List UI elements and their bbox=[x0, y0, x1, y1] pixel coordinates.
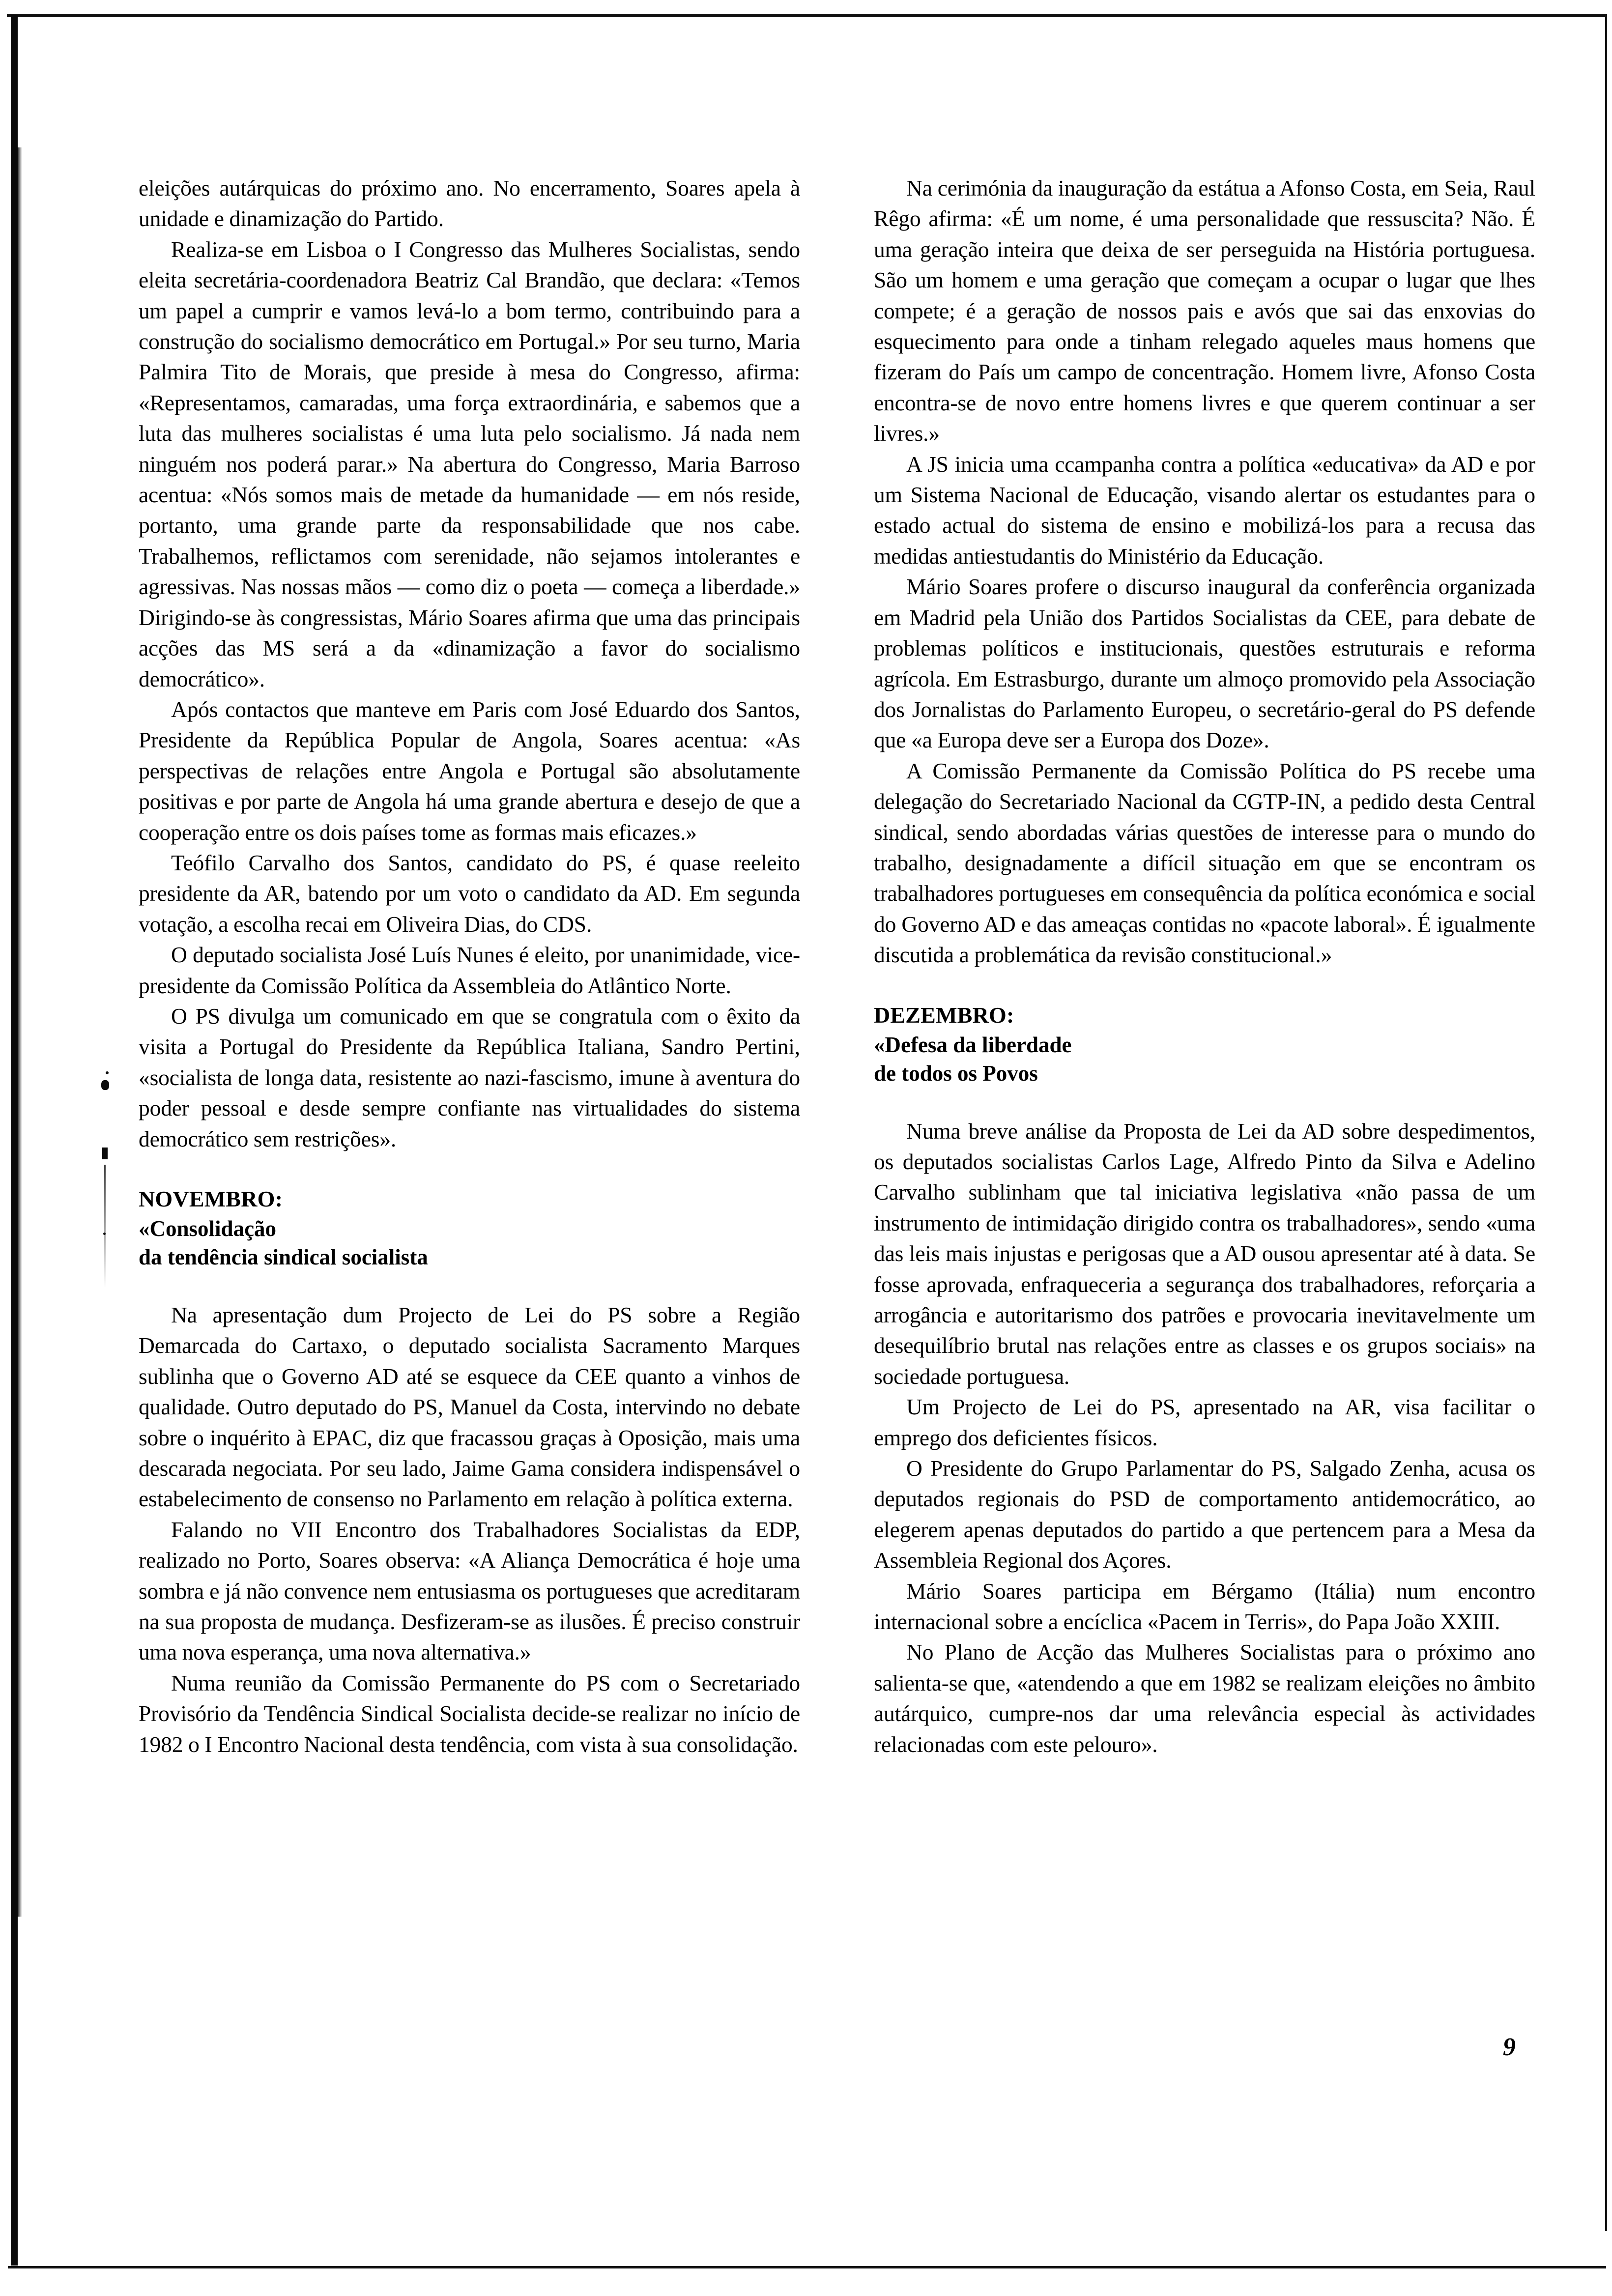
body-paragraph: Realiza-se em Lisboa o I Congresso das Mulheres Socialistas, sendo eleita secretária-coordenadora Beatriz Cal Brandão, que declara: «Temos um papel a cumprir e vamos levá-lo a bom termo, contribuindo para a construção do socialismo democrático em Portugal.» Por seu turno, Maria Palmira Tito de Morais, que preside à mesa do Congresso, afirma: «Representamos, camaradas, uma força extraordinária, e sabemos que a luta das mulheres socialistas é uma luta pelo socialismo. Já nada nem ninguém nos poderá parar.» Na abertura do Congresso, Maria Barroso acentua: «Nós somos mais de metade da humanidade — em nós reside, portanto, uma grande parte da responsabilidade que nos cabe. Trabalhemos, reflictamos com serenidade, não sejamos intolerantes e agressivas. Nas nossas mãos — como diz o poeta — começa a liberdade.» Dirigindo-se às congressistas, Mário Soares afirma que uma das principais acções das MS será a da «dinamização a favor do socialismo democrático». bbox=[139, 236, 800, 691]
body-paragraph: Após contactos que manteve em Paris com José Eduardo dos Santos, Presidente da República Popular de Angola, Soares acentua: «As perspectivas de relações entre Angola e Portugal são absolutamente positivas e por parte de Angola há uma grande abertura e desejo de que a cooperação entre os dois países tome as formas mais eficazes.» bbox=[139, 696, 800, 845]
month-heading-name: DEZEMBRO: bbox=[874, 1002, 1014, 1028]
body-paragraph: Mário Soares profere o discurso inaugural da conferência organizada em Madrid pela União dos Partidos Socialistas da CEE, para debate de problemas políticos e institucionais, questões estruturais e reforma agrícola. Em Estrasburgo, durante um almoço promovido pela Associação dos Jornalistas do Parlamento Europeu, o secretário-geral do PS defende que «a Europa deve ser a Europa dos Doze». bbox=[874, 574, 1535, 753]
body-paragraph: O PS divulga um comunicado em que se congratula com o êxito da visita a Portugal do Presidente da República Italiana, Sandro Pertini, «socialista de longa data, resistente ao nazi-fascismo, imune à aventura do poder pessoal e desde sempre confiante nas virtualidades do sistema democrático sem restrições». bbox=[139, 1003, 800, 1151]
body-paragraph: Na apresentação dum Projecto de Lei do PS sobre a Região Demarcada do Cartaxo, o deputado socialista Sacramento Marques sublinha que o Governo AD até se esquece da CEE quanto a vinhos de qualidade. Outro deputado do PS, Manuel da Costa, intervindo no debate sobre o inquérito à EPAC, diz que fracassou graças à Oposição, mais uma descarada negociata. Por seu lado, Jaime Gama considera indispensável o estabelecimento de consenso no Parlamento em relação à política externa. bbox=[139, 1302, 800, 1512]
body-paragraph: No Plano de Acção das Mulheres Socialistas para o próximo ano salienta-se que, «atendendo a que em 1982 se realizam eleições no âmbito autárquico, cumpre-nos dar uma relevância especial às actividades relacionadas com este pelouro». bbox=[874, 1639, 1535, 1757]
left-text-column bbox=[139, 173, 800, 1760]
month-heading-subtitle-line-2: de todos os Povos bbox=[874, 1061, 1038, 1086]
two-column-layout bbox=[139, 173, 1535, 1760]
body-paragraph: A JS inicia uma ccampanha contra a política «educativa» da AD e por um Sistema Nacional de Educação, visando alertar os estudantes para o estado actual do sistema de ensino e mobilizá-los para a recusa das medidas antiestudantis do Ministério da Educação. bbox=[874, 451, 1535, 569]
body-paragraph: Falando no VII Encontro dos Trabalhadores Socialistas da EDP, realizado no Porto, Soares observa: «A Aliança Democrática é hoje uma sombra e já não convence nem entusiasma os portugueses que acreditaram na sua proposta de mudança. Desfizeram-se as ilusões. É preciso construir uma nova esperança, uma nova alternativa.» bbox=[139, 1517, 800, 1665]
month-heading-subtitle-line-2: da tendência sindical socialista bbox=[139, 1245, 428, 1269]
month-heading-block bbox=[139, 1185, 800, 1271]
body-paragraph: eleições autárquicas do próximo ano. No encerramento, Soares apela à unidade e dinamização do Partido. bbox=[139, 175, 800, 231]
month-heading-subtitle-line-1: «Defesa da liberdade bbox=[874, 1032, 1072, 1057]
body-paragraph: Numa reunião da Comissão Permanente do PS com o Secretariado Provisório da Tendência Sindical Socialista decide-se realizar no início de 1982 o I Encontro Nacional desta tendência, com vista à sua consolidação. bbox=[139, 1670, 800, 1757]
body-paragraph: Teófilo Carvalho dos Santos, candidato do PS, é quase reeleito presidente da AR, batendo por um voto o candidato da AD. Em segunda votação, a escolha recai em Oliveira Dias, do CDS. bbox=[139, 850, 800, 937]
page-number: 9 bbox=[1503, 2033, 1516, 2061]
right-text-column bbox=[874, 173, 1535, 1760]
body-paragraph: Numa breve análise da Proposta de Lei da AD sobre despedimentos, os deputados socialistas Carlos Lage, Alfredo Pinto da Silva e Adelino Carvalho sublinham que tal iniciativa legislativa «não passa de um instrumento de intimidação dirigido contra os trabalhadores», sendo «uma das leis mais injustas e perigosas que a AD ousou apresentar até à data. Se fosse aprovada, enfraqueceria a segurança dos trabalhadores, reforçaria a arrogância e autoritarismo dos patrões e provocaria inevitavelmente um desequilíbrio brutal nas relações entre as classes e os grupos sociais» na sociedade portuguesa. bbox=[874, 1118, 1535, 1389]
body-paragraph: O Presidente do Grupo Parlamentar do PS, Salgado Zenha, acusa os deputados regionais do PSD de comportamento antidemocrático, ao elegerem apenas deputados do partido a que pertencem para a Mesa da Assembleia Regional dos Açores. bbox=[874, 1456, 1535, 1573]
month-heading-name: NOVEMBRO: bbox=[139, 1186, 283, 1211]
body-paragraph: Mário Soares participa em Bérgamo (Itália) num encontro internacional sobre a encíclica «Pacem in Terris», do Papa João XXIII. bbox=[874, 1578, 1535, 1635]
body-paragraph: Um Projecto de Lei do PS, apresentado na AR, visa facilitar o emprego dos deficientes físicos. bbox=[874, 1394, 1535, 1450]
body-paragraph: A Comissão Permanente da Comissão Política do PS recebe uma delegação do Secretariado Nacional da CGTP-IN, a pedido desta Central sindical, sendo abordadas várias questões de interesse para o mundo do trabalho, designadamente a difícil situação em que se encontram os trabalhadores portugueses em consequência da política económica e social do Governo AD e das ameaças contidas no «pacote laboral». É igualmente discutida a problemática da revisão constitucional.» bbox=[874, 758, 1535, 968]
month-heading-block bbox=[874, 1001, 1535, 1088]
month-heading-subtitle-line-1: «Consolidação bbox=[139, 1216, 277, 1241]
body-paragraph: Na cerimónia da inauguração da estátua a Afonso Costa, em Seia, Raul Rêgo afirma: «É um nome, é uma personalidade que ressuscita? Não. É uma geração inteira que deixa de ser perseguida na História portuguesa. São um homem e uma geração que começam a ocupar o lugar que lhes compete; é a geração de nossos pais e avós que sai das enxovias do esquecimento para onde a tinham relegado aqueles maus homens que fizeram do País um campo de concentração. Homem livre, Afonso Costa encontra-se de novo entre homens livres e que querem continuar a ser livres.» bbox=[874, 175, 1535, 446]
body-paragraph: O deputado socialista José Luís Nunes é eleito, por unanimidade, vice-presidente da Comissão Política da Assembleia do Atlântico Norte. bbox=[139, 942, 800, 998]
